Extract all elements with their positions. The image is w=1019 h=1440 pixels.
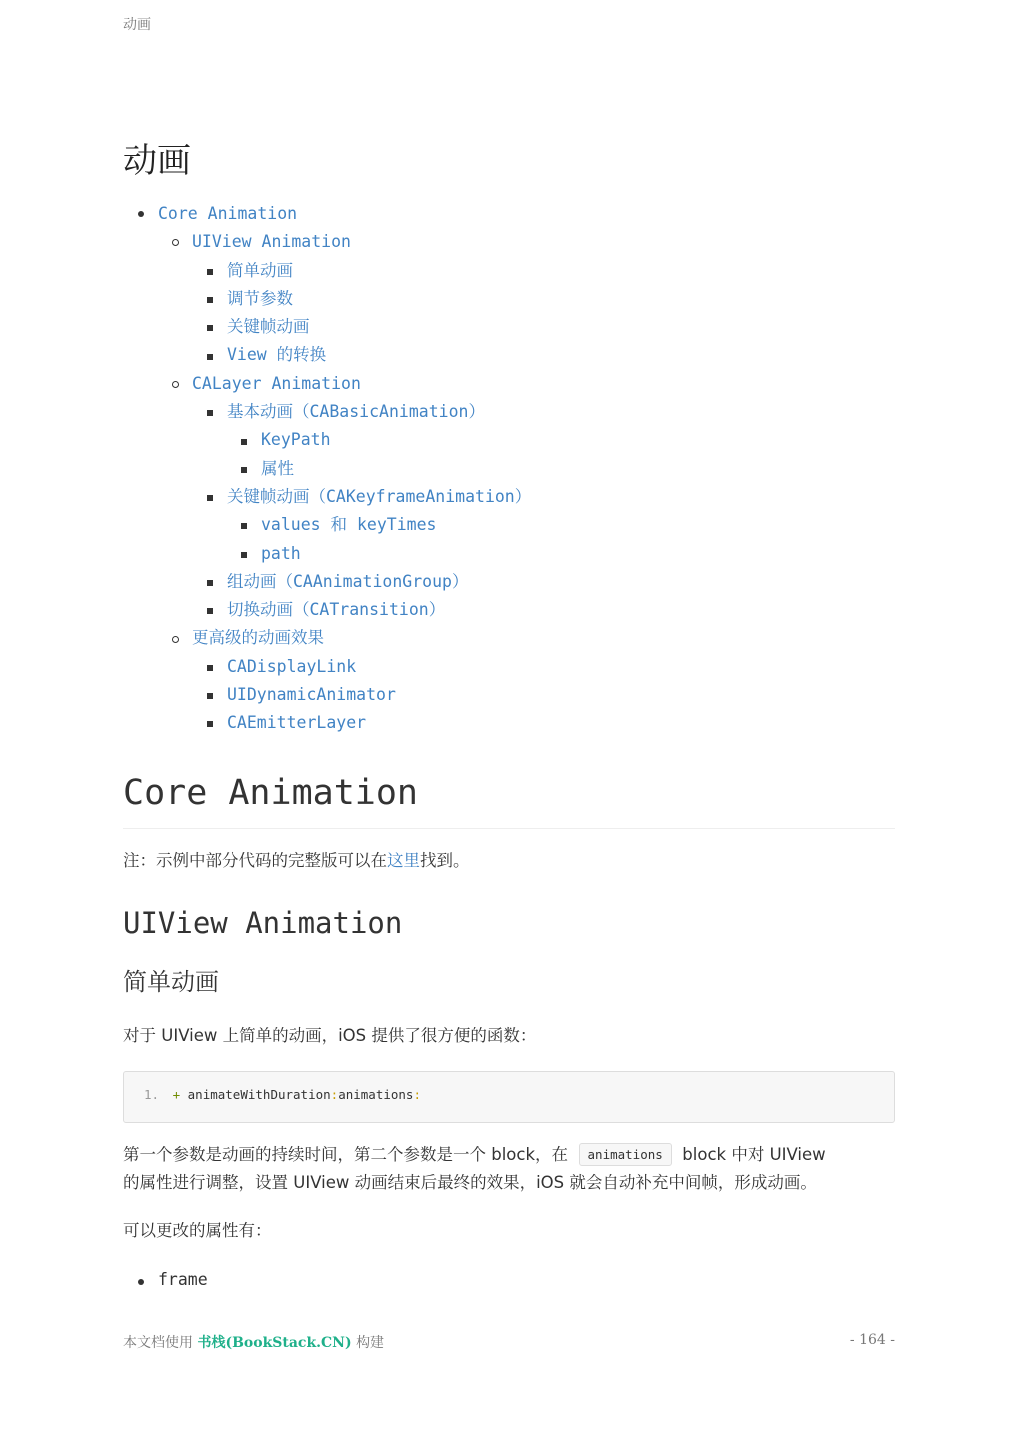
toc-item bbox=[123, 455, 531, 483]
toc-item bbox=[123, 709, 531, 737]
footer-attribution bbox=[123, 1332, 384, 1352]
toc-item bbox=[123, 511, 531, 539]
toc-item bbox=[123, 370, 531, 398]
toc-item bbox=[123, 568, 531, 596]
toc-item bbox=[123, 624, 531, 652]
bullet-circle-icon bbox=[172, 239, 179, 246]
toc-item bbox=[123, 313, 531, 341]
note-link[interactable]: 这里 bbox=[387, 851, 420, 870]
bullet-square-icon bbox=[207, 580, 213, 586]
bullet-square-icon bbox=[207, 495, 213, 501]
toc-link-values-keytimes[interactable]: values 和 keyTimes bbox=[261, 515, 437, 535]
toc-link-core-animation[interactable]: Core Animation bbox=[158, 204, 298, 223]
toc-item bbox=[123, 285, 531, 313]
bullet-disc-icon bbox=[138, 211, 144, 217]
toc-item bbox=[123, 483, 531, 511]
page-number: - 164 - bbox=[849, 1332, 895, 1348]
bullet-circle-icon bbox=[172, 636, 179, 643]
toc-link-advanced-effects[interactable]: 更高级的动画效果 bbox=[192, 628, 324, 648]
toc-link-calayer-animation[interactable]: CALayer Animation bbox=[192, 373, 361, 393]
code-line bbox=[144, 1087, 421, 1103]
toc-link-keyframe-ca[interactable]: 关键帧动画（CAKeyframeAnimation） bbox=[227, 486, 532, 506]
bullet-square-icon bbox=[241, 439, 247, 445]
toc-link-view-transition[interactable]: View 的转换 bbox=[227, 345, 327, 365]
toc-item bbox=[123, 540, 531, 568]
toc-link-uidynamicanimator[interactable]: UIDynamicAnimator bbox=[227, 685, 396, 705]
page-title: 动画 bbox=[123, 141, 191, 181]
bullet-square-icon bbox=[207, 269, 213, 275]
property-list-item: frame bbox=[158, 1270, 208, 1289]
toc-link-catransition[interactable]: 切换动画（CATransition） bbox=[227, 600, 446, 620]
toc-link-keyframe-animation[interactable]: 关键帧动画 bbox=[227, 317, 310, 337]
description-line-1 bbox=[123, 1141, 826, 1169]
toc-link-properties[interactable]: 属性 bbox=[261, 458, 294, 478]
toc-link-path[interactable]: path bbox=[261, 543, 301, 563]
bullet-square-icon bbox=[241, 552, 247, 558]
bullet-square-icon bbox=[241, 523, 247, 529]
note-paragraph bbox=[123, 849, 470, 873]
table-of-contents bbox=[123, 200, 531, 738]
toc-link-adjust-params[interactable]: 调节参数 bbox=[227, 288, 293, 308]
toc-link-animation-group[interactable]: 组动画（CAAnimationGroup） bbox=[227, 571, 469, 591]
toc-item bbox=[123, 681, 531, 709]
code-colon: : bbox=[330, 1087, 339, 1102]
bullet-disc-icon bbox=[138, 1279, 144, 1285]
bullet-circle-icon bbox=[172, 381, 179, 388]
toc-link-cadisplaylink[interactable]: CADisplayLink bbox=[227, 656, 357, 676]
intro-paragraph: 对于 UIView 上简单的动画，iOS 提供了很方便的函数： bbox=[123, 1026, 537, 1045]
line-number: 1. bbox=[144, 1087, 160, 1102]
description-line-2: 的属性进行调整，设置 UIView 动画结束后最终的效果，iOS 就会自动补充中间帧，形成动画。 bbox=[123, 1173, 817, 1192]
section-heading: Core Animation bbox=[123, 773, 419, 813]
code-block bbox=[123, 1071, 895, 1123]
toc-item bbox=[123, 426, 531, 454]
bullet-square-icon bbox=[207, 354, 213, 360]
bullet-square-icon bbox=[207, 665, 213, 671]
properties-intro: 可以更改的属性有： bbox=[123, 1221, 272, 1240]
inline-code: animations bbox=[579, 1143, 672, 1166]
toc-link-uiview-animation[interactable]: UIView Animation bbox=[192, 232, 351, 252]
bullet-square-icon bbox=[241, 467, 247, 473]
toc-item bbox=[123, 200, 531, 228]
description-text: 第一个参数是动画的持续时间，第二个参数是一个 block，在 bbox=[123, 1145, 569, 1164]
bullet-square-icon bbox=[207, 721, 213, 727]
bullet-square-icon bbox=[207, 297, 213, 303]
code-method-part: animations bbox=[338, 1087, 414, 1102]
code-method-part: animateWithDuration bbox=[187, 1087, 331, 1102]
bullet-square-icon bbox=[207, 410, 213, 416]
subsection-heading: UIView Animation bbox=[123, 906, 403, 940]
toc-item bbox=[123, 398, 531, 426]
toc-link-basic-animation[interactable]: 基本动画（CABasicAnimation） bbox=[227, 402, 485, 422]
subsubsection-heading: 简单动画 bbox=[123, 968, 219, 996]
toc-link-simple-animation[interactable]: 简单动画 bbox=[227, 260, 293, 280]
bullet-square-icon bbox=[207, 693, 213, 699]
document-page bbox=[123, 0, 895, 1440]
toc-item bbox=[123, 228, 531, 256]
toc-link-keypath[interactable]: KeyPath bbox=[261, 430, 331, 450]
footer-suffix: 构建 bbox=[356, 1335, 385, 1351]
toc-link-caemitterlayer[interactable]: CAEmitterLayer bbox=[227, 713, 367, 733]
footer-prefix: 本文档使用 bbox=[123, 1335, 193, 1351]
footer-brand-link[interactable]: 书栈(BookStack.CN) bbox=[197, 1335, 352, 1351]
code-colon: : bbox=[413, 1087, 421, 1102]
note-text: 注：示例中部分代码的完整版可以在 bbox=[123, 851, 387, 870]
toc-item bbox=[123, 596, 531, 624]
toc-item bbox=[123, 257, 531, 285]
bullet-square-icon bbox=[207, 608, 213, 614]
toc-item bbox=[123, 653, 531, 681]
section-divider bbox=[123, 828, 895, 829]
note-text-end: 找到。 bbox=[420, 851, 470, 870]
running-header: 动画 bbox=[123, 17, 151, 33]
toc-item bbox=[123, 341, 531, 369]
description-text: block 中对 UIView bbox=[682, 1145, 826, 1164]
bullet-square-icon bbox=[207, 325, 213, 331]
code-plus: + bbox=[172, 1087, 181, 1102]
